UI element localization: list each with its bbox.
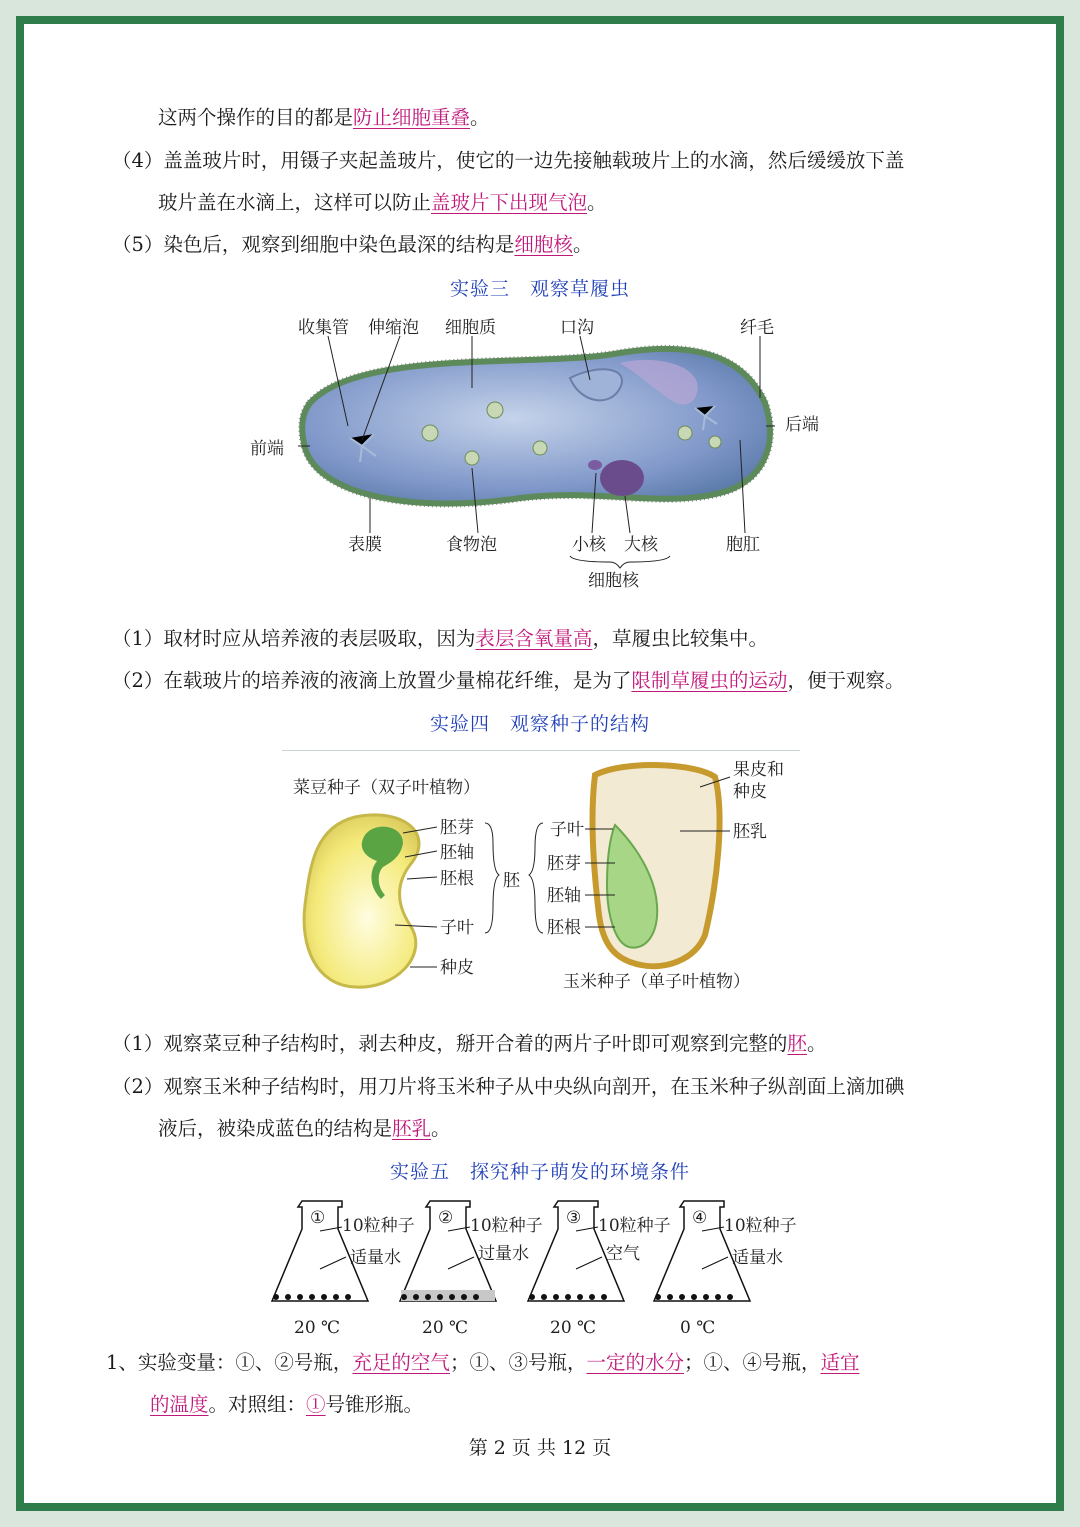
bean-radicle: 胚根 <box>440 869 474 889</box>
bean-seed-coat: 种皮 <box>440 958 474 978</box>
text: 号锥形瓶。 <box>325 1393 424 1416</box>
answer-underlined: 表层含氧量高 <box>475 627 593 650</box>
paramecium-diagram <box>240 308 840 598</box>
exp5-title: 实验五 探究种子萌发的环境条件 <box>389 1161 690 1183</box>
bean-seed-title: 菜豆种子（双子叶植物） <box>293 778 480 798</box>
exp5-variables-cont <box>150 1390 423 1420</box>
paragraph-4 <box>112 146 904 176</box>
text: 。 <box>572 233 593 256</box>
exp3-question-2 <box>112 666 904 696</box>
answer-underlined: ① <box>306 1393 326 1416</box>
flask-1-line1: 10粒种子 <box>342 1216 415 1236</box>
seed-diagram <box>285 755 805 1000</box>
text: （1）取材时应从培养液的表层吸取，因为 <box>112 627 476 650</box>
cell-body <box>302 349 770 504</box>
exp4-title: 实验四 观察种子的结构 <box>429 713 650 735</box>
macronucleus <box>600 460 644 496</box>
exp4-question-2-cont <box>158 1114 451 1144</box>
label-cytoplasm: 细胞质 <box>445 318 496 338</box>
flask-1 <box>272 1201 415 1338</box>
answer-underlined: 防止细胞重叠 <box>353 106 471 129</box>
label-pellicle: 表膜 <box>348 535 382 555</box>
paragraph-purpose <box>158 103 490 133</box>
label-cilia: 纤毛 <box>740 318 774 338</box>
text: 。 <box>431 1117 451 1140</box>
text: （4）盖盖玻片时，用镊子夹起盖玻片，使它的一边先接触载玻片上的水滴，然后缓缓放下盖 <box>112 149 905 172</box>
label-macronucleus: 大核 <box>624 535 658 555</box>
text: （2）在载玻片的培养液的液滴上放置少量棉花纤维，是为了 <box>112 669 632 692</box>
exp3-question-1 <box>112 624 768 654</box>
text: ，草履虫比较集中。 <box>592 627 768 650</box>
text: ；①、④号瓶， <box>683 1351 821 1374</box>
flask-3 <box>528 1201 671 1338</box>
text: 液后，被染成蓝色的结构是 <box>158 1117 393 1140</box>
answer-underlined: 适宜 <box>820 1351 860 1374</box>
flask-diagram <box>270 1193 810 1343</box>
corn-cotyledon: 子叶 <box>550 820 584 840</box>
bean-embryo-label: 胚 <box>503 871 520 891</box>
flask-4-temp: 0 ℃ <box>680 1318 716 1338</box>
flask-1-number: ① <box>310 1208 326 1228</box>
flask-2-temp: 20 ℃ <box>422 1318 469 1338</box>
exp5-variables <box>106 1348 860 1378</box>
label-back-end: 后端 <box>785 415 819 435</box>
label-food-vacuole: 食物泡 <box>446 535 497 555</box>
flask-4-number: ④ <box>692 1208 708 1228</box>
flask-2-number: ② <box>438 1208 454 1228</box>
corn-pericarp-2: 种皮 <box>733 782 767 802</box>
label-micronucleus: 小核 <box>572 535 606 555</box>
flask-4-line1: 10粒种子 <box>724 1216 797 1236</box>
text: ，便于观察。 <box>787 669 905 692</box>
micronucleus <box>588 460 602 470</box>
label-anal-pore: 胞肛 <box>726 535 760 555</box>
corn-hypocotyl: 胚轴 <box>547 886 581 906</box>
flask-4 <box>654 1201 797 1338</box>
answer-underlined: 限制草履虫的运动 <box>631 669 788 692</box>
answer-underlined: 细胞核 <box>514 233 573 256</box>
flask-1-temp: 20 ℃ <box>294 1318 341 1338</box>
text: 1、实验变量：①、②号瓶， <box>106 1351 353 1374</box>
answer-underlined: 胚乳 <box>392 1117 432 1140</box>
label-oral-groove: 口沟 <box>560 318 594 338</box>
flask-3-line2: 空气 <box>606 1244 640 1264</box>
text: ；①、③号瓶， <box>449 1351 587 1374</box>
answer-underlined: 盖玻片下出现气泡 <box>431 191 588 214</box>
text: （5）染色后，观察到细胞中染色最深的结构是 <box>112 233 515 256</box>
corn-plumule: 胚芽 <box>547 854 581 874</box>
flask-3-temp: 20 ℃ <box>550 1318 597 1338</box>
text: 。 <box>806 1032 827 1055</box>
label-contractile-vacuole: 伸缩泡 <box>368 318 419 338</box>
label-collecting-canal: 收集管 <box>298 318 349 338</box>
exp4-question-2 <box>112 1072 904 1102</box>
paragraph-5 <box>112 230 592 260</box>
page-footer: 第 2 页 共 12 页 <box>468 1437 612 1459</box>
flask-2-line1: 10粒种子 <box>470 1216 543 1236</box>
flask-2-line2: 过量水 <box>478 1244 529 1264</box>
exp3-title: 实验三 观察草履虫 <box>449 278 630 300</box>
bean-cotyledon: 子叶 <box>440 918 474 938</box>
flask-1-line2: 适量水 <box>350 1248 401 1268</box>
label-nucleus: 细胞核 <box>588 571 639 591</box>
answer-underlined: 胚 <box>787 1032 807 1055</box>
corn-radicle: 胚根 <box>547 918 581 938</box>
answer-underlined: 的温度 <box>150 1393 209 1416</box>
text: 玻片盖在水滴上，这样可以防止 <box>158 191 432 214</box>
corn-pericarp-1: 果皮和 <box>733 760 784 780</box>
text: 。 <box>470 106 490 129</box>
text: （1）观察菜豆种子结构时，剥去种皮，掰开合着的两片子叶即可观察到完整的 <box>112 1032 788 1055</box>
text: 。 <box>587 191 607 214</box>
text: 。对照组： <box>208 1393 307 1416</box>
corn-endosperm: 胚乳 <box>733 822 767 842</box>
divider <box>282 750 800 751</box>
bean-plumule: 胚芽 <box>440 818 474 838</box>
flask-3-line1: 10粒种子 <box>598 1216 671 1236</box>
text: 这两个操作的目的都是 <box>158 106 354 129</box>
exp4-question-1 <box>112 1029 826 1059</box>
corn-seed-title: 玉米种子（单子叶植物） <box>563 972 750 992</box>
flask-2 <box>400 1201 543 1338</box>
bean-hypocotyl: 胚轴 <box>440 843 474 863</box>
answer-underlined: 一定的水分 <box>586 1351 684 1374</box>
label-front-end: 前端 <box>250 439 284 459</box>
paragraph-4-cont <box>158 188 607 218</box>
answer-underlined: 充足的空气 <box>352 1351 450 1374</box>
flask-4-line2: 适量水 <box>732 1248 783 1268</box>
flask-3-number: ③ <box>566 1208 582 1228</box>
text: （2）观察玉米种子结构时，用刀片将玉米种子从中央纵向剖开，在玉米种子纵剖面上滴加碘 <box>112 1075 905 1098</box>
